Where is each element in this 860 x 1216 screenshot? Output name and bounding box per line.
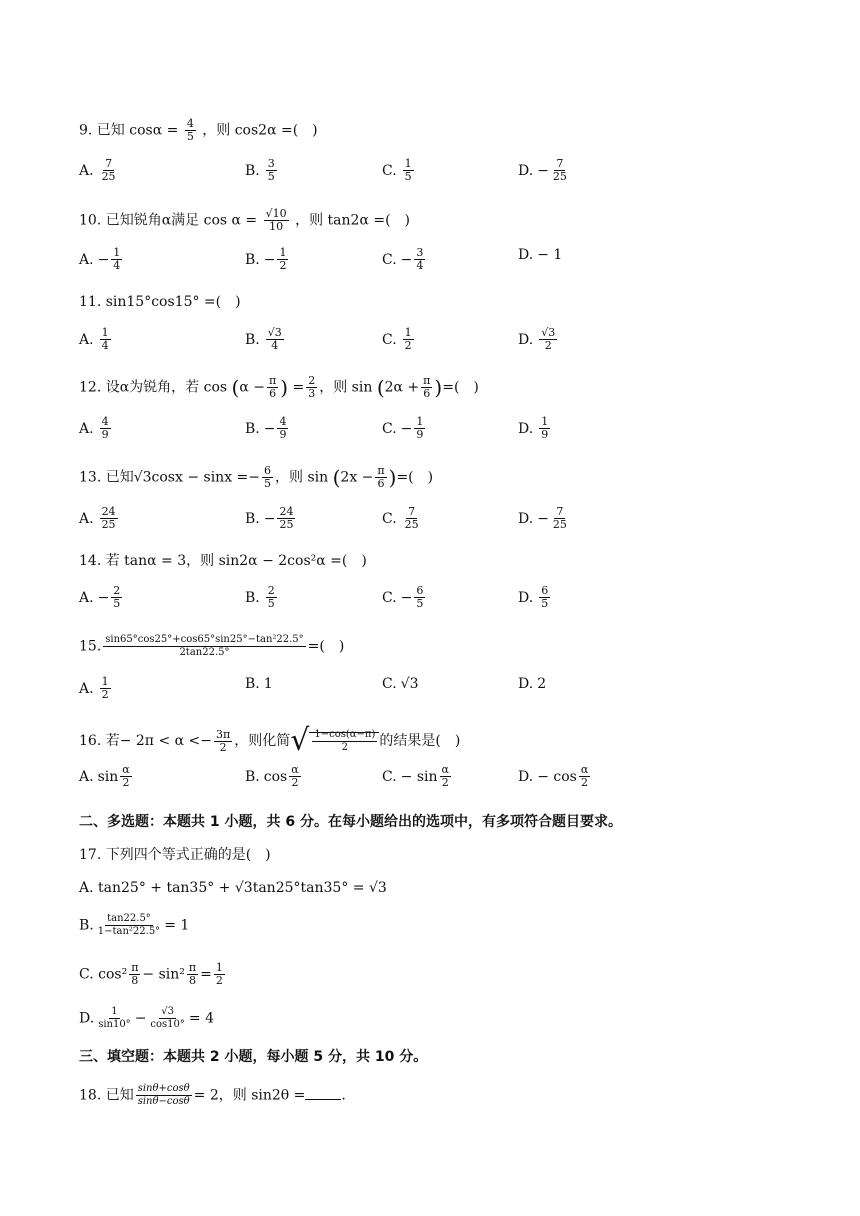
question-11: 11. sin15°cos15° =( ) [79,294,241,310]
q12-option-d[interactable]: D. $\frac{1}{9}$ [518,415,549,441]
question-14: 14. 若 tanα = 3，则 sin2α − 2cos²α =( ) [79,553,367,569]
q9-options [79,158,779,190]
question-17: 17. 下列四个等式正确的是( ) [79,847,271,863]
q15-fraction: $\frac{\text{sin65°cos25°+cos65°sin25°−tan²22.5°}}{2\tan 22.5^\circ}$ [105,634,304,658]
question-18: 18. 已知 $\frac{\sin\theta+\cos\theta}{\sin\theta-\cos\theta}$ = 2，则 sin2θ = . [79,1083,346,1107]
q9-option-d[interactable]: D. − $\frac{7}{25}$ [518,157,567,183]
q17-option-c[interactable]: C. cos² $\frac{\pi}{8}$ − sin² $\frac{\pi}{8}$ = $\frac{1}{2}$ [79,961,223,987]
q15-options [79,676,779,708]
q14-option-a[interactable]: A. − $\frac{2}{5}$ [79,584,121,610]
q15-option-d[interactable]: D. 2 [518,676,547,692]
q16-option-a[interactable]: A. sin $\frac{\alpha}{2}$ [79,763,130,789]
q13-option-c[interactable]: C. $\frac{7}{25}$ [382,505,419,531]
q11-option-a[interactable]: A. $\frac{1}{4}$ [79,326,109,352]
q13-option-a[interactable]: A. $\frac{24}{25}$ [79,505,116,531]
q13-option-d[interactable]: D. − $\frac{7}{25}$ [518,505,567,531]
q11-option-b[interactable]: B. $\frac{√3}{4}$ [245,326,282,352]
q15-option-b[interactable]: B. 1 [245,676,273,692]
q14-option-c[interactable]: C. − $\frac{6}{5}$ [382,584,424,610]
question-13: 13. 已知√3cosx − sinx =− $\frac{6}{5}$ ，则 sin (2x − $\frac{\pi}{6}$ )=( ) [79,464,434,490]
q16-options [79,764,779,796]
q11-option-d[interactable]: D. $\frac{√3}{2}$ [518,326,556,352]
q13-options [79,506,779,538]
q15-option-a[interactable]: A. $\frac{1}{2}$ [79,675,109,701]
q11-option-c[interactable]: C. $\frac{1}{2}$ [382,326,412,352]
answer-blank[interactable] [305,1085,341,1100]
q14-options [79,585,779,617]
q12-option-b[interactable]: B. − $\frac{4}{9}$ [245,415,287,441]
q9-stem: 9. 已知 cosα = [79,122,179,139]
q9-option-c[interactable]: C. $\frac{1}{5}$ [382,157,412,183]
section-heading-fill-in: 三、填空题：本题共 2 小题，每小题 5 分，共 10 分。 [79,1049,428,1065]
q10-option-b[interactable]: B. − $\frac{1}{2}$ [245,246,287,272]
question-12: 12. 设α为锐角，若 cos (α − $\frac{\pi}{6}$ ) = $\frac{2}{3}$ ，则 sin (2α + $\frac{\pi}{6}$ )=( ) [79,374,479,400]
q14-option-d[interactable]: D. $\frac{6}{5}$ [518,584,549,610]
q12-option-a[interactable]: A. $\frac{4}{9}$ [79,415,109,441]
q17-option-a[interactable]: A. tan25° + tan35° + √3tan25°tan35° = √3 [79,880,387,896]
q10-option-d[interactable]: D. − 1 [518,247,563,263]
q14-option-b[interactable]: B. $\frac{2}{5}$ [245,584,275,610]
q16-option-b[interactable]: B. cos $\frac{\alpha}{2}$ [245,763,299,789]
q9-option-b[interactable]: B. $\frac{3}{5}$ [245,157,275,183]
q11-options [79,327,779,359]
q10-option-a[interactable]: A. − $\frac{1}{4}$ [79,246,121,272]
section-heading-multiple-choice: 二、多选题：本题共 1 小题，共 6 分。在每小题给出的选项中，有多项符合题目要求。 [79,814,622,830]
q10-fraction: $\frac{√10}{10}$ [265,207,287,233]
q16-option-c[interactable]: C. − sin $\frac{\alpha}{2}$ [382,763,449,789]
q10-options [79,247,779,279]
question-15: 15. $\frac{\text{sin65°cos25°+cos65°sin25°−tan²22.5°}}{2\tan 22.5^\circ}$ =( ) [79,634,345,658]
question-16: 16. 若− 2π < α <− $\frac{3\pi}{2}$ ，则化简√ $\frac{1-\cos(\alpha-\pi)}{2}$ 的结果是( ) [79,723,461,758]
q12-options [79,416,779,448]
question-9: 9. 已知 cosα = $\frac{4}{5}$ ，则 cos2α =( ) [79,117,318,143]
q9-fraction: $\frac{4}{5}$ [186,117,194,143]
q13-option-b[interactable]: B. − $\frac{24}{25}$ [245,505,294,531]
q15-option-c[interactable]: C. √3 [382,676,419,692]
q16-option-d[interactable]: D. − cos $\frac{\alpha}{2}$ [518,763,589,789]
q9-option-a[interactable]: A. $\frac{7}{25}$ [79,157,116,183]
question-10: 10. 已知锐角α满足 cos α = $\frac{√10}{10}$ ，则 tan2α =( ) [79,207,410,233]
q12-option-c[interactable]: C. − $\frac{1}{9}$ [382,415,424,441]
q17-option-b[interactable]: B. $\frac{\tan 22.5^\circ}{\text{1−tan²22.5°}}$ = 1 [79,913,190,937]
q10-option-c[interactable]: C. − $\frac{3}{4}$ [382,246,424,272]
q17-option-d[interactable]: D. $\frac{1}{\sin 10^\circ}$ − $\frac{√3}{\cos 10^\circ}$ = 4 [79,1006,214,1030]
